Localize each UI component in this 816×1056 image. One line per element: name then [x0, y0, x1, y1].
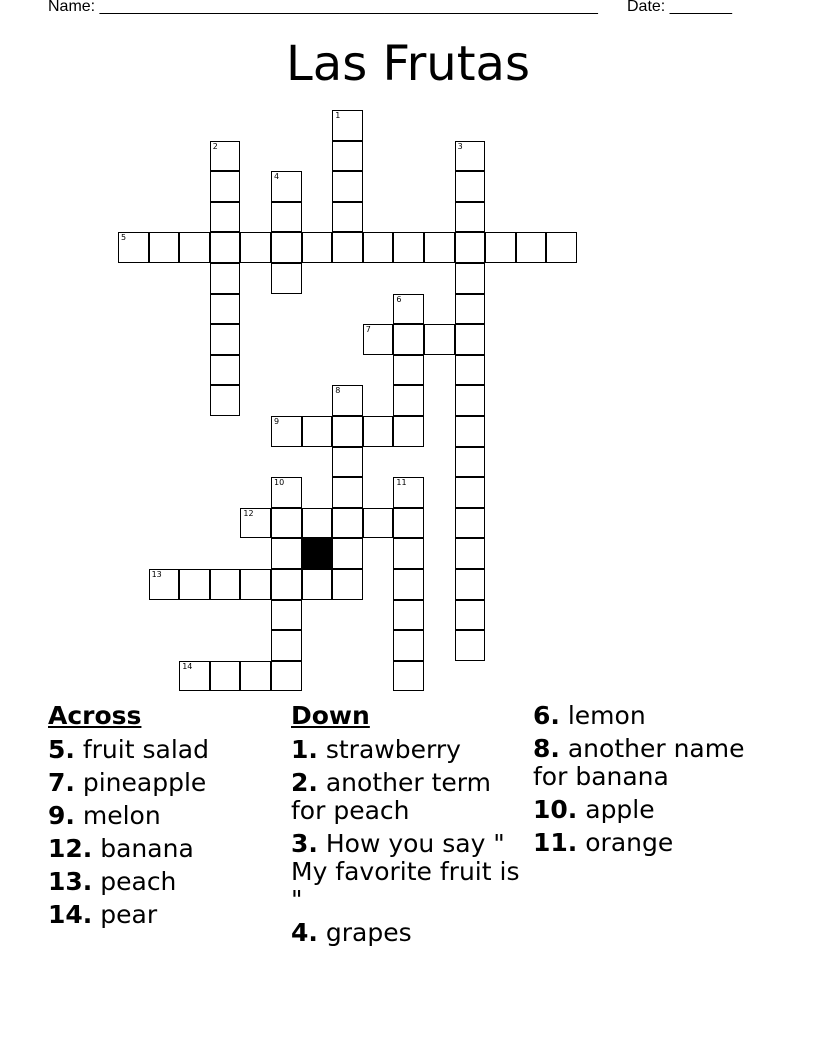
clue-item-number: 1. — [291, 735, 318, 764]
grid-cell[interactable] — [271, 232, 302, 263]
clue-item-number: 13. — [48, 867, 93, 896]
clue-item-text: peach — [92, 867, 177, 896]
page-title: Las Frutas — [286, 36, 530, 92]
clue-number: 12 — [243, 508, 254, 518]
grid-cell[interactable] — [424, 232, 455, 263]
clue-number: 7 — [365, 325, 371, 335]
clue-item — [533, 735, 773, 791]
grid-cell[interactable] — [210, 661, 241, 692]
grid-cell[interactable] — [455, 477, 486, 508]
grid-cell[interactable] — [455, 416, 486, 447]
grid-cell[interactable] — [332, 141, 363, 172]
grid-cell[interactable] — [118, 232, 149, 263]
grid-cell[interactable] — [455, 324, 486, 355]
grid-cell[interactable] — [393, 508, 424, 539]
clue-number: 3 — [457, 141, 463, 151]
clue-item-text: pineapple — [74, 768, 207, 797]
grid-cell[interactable] — [271, 600, 302, 631]
grid-cell[interactable] — [240, 232, 271, 263]
grid-cell[interactable] — [179, 569, 210, 600]
clue-item-number: 5. — [48, 735, 75, 764]
clue-item — [48, 736, 278, 764]
grid-cell[interactable] — [393, 630, 424, 661]
clue-item-text: fruit salad — [74, 735, 209, 764]
across-heading: Across — [48, 701, 142, 730]
clue-item-text: melon — [74, 801, 161, 830]
grid-cell[interactable] — [393, 232, 424, 263]
clue-number: 11 — [396, 478, 407, 488]
grid-cell[interactable] — [271, 661, 302, 692]
grid-cell[interactable] — [210, 141, 241, 172]
clue-item — [291, 736, 526, 764]
clue-item — [533, 796, 773, 824]
down-clues — [291, 702, 526, 952]
clue-item-number: 7. — [48, 768, 75, 797]
grid-cell[interactable] — [149, 569, 180, 600]
grid-cell[interactable] — [332, 538, 363, 569]
clue-number: 8 — [335, 386, 341, 396]
grid-cell[interactable] — [149, 232, 180, 263]
across-clues — [48, 702, 278, 934]
clue-item-text: orange — [577, 828, 674, 857]
clue-number: 1 — [335, 111, 341, 120]
grid-cell[interactable] — [210, 324, 241, 355]
clue-item-text: pear — [92, 900, 158, 929]
grid-cell[interactable] — [179, 661, 210, 692]
clue-number: 13 — [151, 570, 162, 579]
clue-item-number: 4. — [291, 918, 318, 947]
clue-item — [48, 868, 278, 896]
clue-item-text: another term for peach — [291, 768, 491, 825]
grid-cell[interactable] — [332, 110, 363, 141]
clue-item — [48, 835, 278, 863]
clue-item-number: 3. — [291, 829, 318, 858]
grid-cell[interactable] — [332, 447, 363, 478]
grid-cell[interactable] — [393, 600, 424, 631]
clue-item-number: 9. — [48, 801, 75, 830]
grid-cell[interactable] — [393, 385, 424, 416]
clue-item — [291, 919, 526, 947]
grid-cell[interactable] — [332, 508, 363, 539]
grid-cell[interactable] — [455, 385, 486, 416]
grid-cell[interactable] — [240, 661, 271, 692]
grid-cell[interactable] — [271, 263, 302, 294]
grid-cell[interactable] — [210, 385, 241, 416]
grid-cell[interactable] — [455, 141, 486, 172]
clue-item-number: 11. — [533, 828, 578, 857]
clue-item — [533, 829, 773, 857]
clue-number: 2 — [212, 141, 218, 151]
grid-cell[interactable] — [271, 538, 302, 569]
grid-cell[interactable] — [455, 447, 486, 478]
grid-cell[interactable] — [332, 569, 363, 600]
grid-cell[interactable] — [302, 569, 333, 600]
grid-cell[interactable] — [332, 232, 363, 263]
grid-cell[interactable] — [302, 232, 333, 263]
clue-number: 10 — [274, 478, 285, 488]
grid-cell[interactable] — [393, 538, 424, 569]
clue-item-text: another name for banana — [533, 734, 745, 791]
grid-cell[interactable] — [332, 385, 363, 416]
grid-cell[interactable] — [271, 630, 302, 661]
clue-item-text: lemon — [559, 701, 646, 730]
grid-cell[interactable] — [455, 171, 486, 202]
down-clues-continued — [533, 702, 773, 862]
grid-cell[interactable] — [363, 416, 394, 447]
grid-cell[interactable] — [455, 294, 486, 325]
clue-item — [533, 702, 773, 730]
grid-cell[interactable] — [455, 263, 486, 294]
grid-cell[interactable] — [546, 232, 577, 263]
clue-item-text: strawberry — [317, 735, 461, 764]
grid-cell[interactable] — [424, 324, 455, 355]
clue-item-text: How you say " My favorite fruit is " — [291, 829, 520, 914]
clue-number: 6 — [396, 294, 402, 304]
clue-item-number: 12. — [48, 834, 93, 863]
clue-item-text: banana — [92, 834, 194, 863]
grid-cell[interactable] — [240, 569, 271, 600]
grid-cell[interactable] — [393, 661, 424, 692]
grid-cell[interactable] — [455, 232, 486, 263]
grid-cell[interactable] — [271, 202, 302, 233]
grid-cell[interactable] — [363, 508, 394, 539]
grid-cell[interactable] — [455, 630, 486, 661]
grid-cell[interactable] — [302, 508, 333, 539]
date-field-label: Date: _______ — [627, 0, 732, 15]
grid-cell[interactable] — [455, 538, 486, 569]
down-heading: Down — [291, 701, 370, 730]
clue-number: 5 — [121, 233, 127, 243]
grid-cell[interactable] — [210, 569, 241, 600]
clue-item — [48, 769, 278, 797]
grid-cell[interactable] — [455, 202, 486, 233]
clue-item-text: grapes — [317, 918, 412, 947]
clue-number: 4 — [274, 172, 280, 182]
grid-cell[interactable] — [271, 477, 302, 508]
black-cell — [302, 538, 333, 569]
clue-item-number: 10. — [533, 795, 578, 824]
grid-cell[interactable] — [179, 232, 210, 263]
grid-cell[interactable] — [332, 202, 363, 233]
clue-item — [291, 769, 526, 825]
clue-item — [291, 830, 526, 914]
grid-cell[interactable] — [210, 232, 241, 263]
grid-cell[interactable] — [271, 508, 302, 539]
clue-item — [48, 802, 278, 830]
grid-cell[interactable] — [393, 355, 424, 386]
grid-cell[interactable] — [332, 171, 363, 202]
clue-number: 9 — [274, 417, 280, 426]
grid-cell[interactable] — [210, 294, 241, 325]
clue-item-number: 8. — [533, 734, 560, 763]
grid-cell[interactable] — [302, 416, 333, 447]
clue-item-text: apple — [577, 795, 655, 824]
grid-cell[interactable] — [393, 416, 424, 447]
grid-cell[interactable] — [393, 294, 424, 325]
grid-cell[interactable] — [271, 416, 302, 447]
grid-cell[interactable] — [210, 171, 241, 202]
grid-cell[interactable] — [455, 600, 486, 631]
grid-cell[interactable] — [210, 263, 241, 294]
grid-cell[interactable] — [393, 477, 424, 508]
grid-cell[interactable] — [363, 232, 394, 263]
grid-cell[interactable] — [393, 324, 424, 355]
grid-cell[interactable] — [363, 324, 394, 355]
grid-cell[interactable] — [240, 508, 271, 539]
clue-item-number: 14. — [48, 900, 93, 929]
grid-cell[interactable] — [455, 508, 486, 539]
name-field-label: Name: ________________________________________________________ — [48, 0, 598, 15]
grid-cell[interactable] — [271, 569, 302, 600]
grid-cell[interactable] — [455, 355, 486, 386]
clue-item-number: 2. — [291, 768, 318, 797]
grid-cell[interactable] — [210, 355, 241, 386]
grid-cell[interactable] — [393, 569, 424, 600]
clue-item-number: 6. — [533, 701, 560, 730]
grid-cell[interactable] — [332, 416, 363, 447]
grid-cell[interactable] — [332, 477, 363, 508]
grid-cell[interactable] — [210, 202, 241, 233]
grid-cell[interactable] — [271, 171, 302, 202]
clue-number: 14 — [182, 661, 193, 671]
grid-cell[interactable] — [485, 232, 516, 263]
clue-item — [48, 901, 278, 929]
grid-cell[interactable] — [516, 232, 547, 263]
grid-cell[interactable] — [455, 569, 486, 600]
